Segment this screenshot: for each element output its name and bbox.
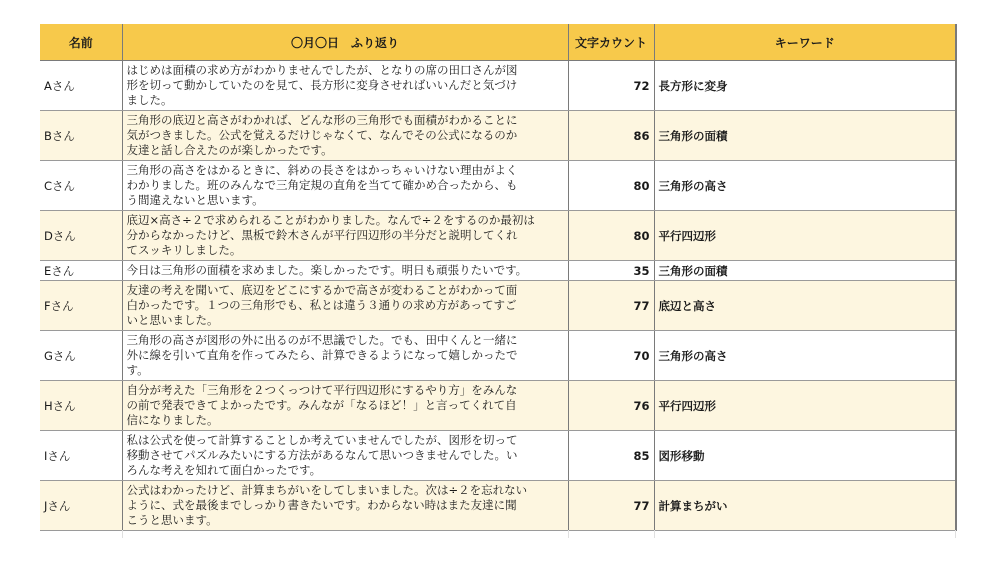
cell-count[interactable]: 86 <box>568 111 654 161</box>
cell-reflection[interactable] <box>122 331 568 381</box>
reflection-line: 白かったです。１つの三角形でも、私とは違う３通りの求め方があってすご <box>126 298 517 312</box>
reflection-line: 三角形の底辺と高さがわかれば、どんな形の三角形でも面積がわかることに <box>126 113 518 127</box>
cell-count[interactable]: 76 <box>568 381 654 431</box>
cell-count[interactable]: 80 <box>568 211 654 261</box>
table-row <box>40 331 956 381</box>
cell-keyword[interactable]: 計算まちがい <box>654 481 956 531</box>
cell-keyword[interactable]: 長方形に変身 <box>654 61 956 111</box>
cell-count[interactable]: 72 <box>568 61 654 111</box>
header-keyword[interactable]: キーワード <box>654 24 956 61</box>
table-row <box>40 61 956 111</box>
cell-keyword[interactable]: 三角形の高さ <box>654 331 956 381</box>
cell-name[interactable]: Fさん <box>40 281 122 331</box>
cell-count[interactable]: 70 <box>568 331 654 381</box>
reflection-line: 分からなかったけど、黒板で鈴木さんが平行四辺形の半分だと説明してくれ <box>126 228 518 242</box>
cell-name[interactable]: Gさん <box>40 331 122 381</box>
table-row <box>40 111 956 161</box>
cell-keyword[interactable]: 図形移動 <box>654 431 956 481</box>
table-row <box>40 281 956 331</box>
reflection-line: 友達の考えを聞いて、底辺をどこにするかで高さが変わることがわかって面 <box>126 283 518 297</box>
cell-reflection[interactable] <box>122 381 568 431</box>
cell-reflection[interactable] <box>122 431 568 481</box>
cell-reflection[interactable] <box>122 111 568 161</box>
reflection-line: 友達と話し合えたのが楽しかったです。 <box>126 143 333 157</box>
header-reflection[interactable]: 〇月〇日 ふり返り <box>122 24 568 61</box>
cell-count[interactable]: 35 <box>568 261 654 281</box>
table-row <box>40 431 956 481</box>
table-row <box>40 161 956 211</box>
reflection-line: 自分が考えた「三角形を２つくっつけて平行四辺形にするやり方」をみんな <box>126 383 518 397</box>
table-row <box>40 381 956 431</box>
header-name[interactable]: 名前 <box>40 24 122 61</box>
table-row <box>40 481 956 531</box>
reflection-line: ように、式を最後までしっかり書きたいです。わからない時はまた友達に聞 <box>126 498 517 512</box>
cell-reflection[interactable] <box>122 61 568 111</box>
reflection-line: てスッキリしました。 <box>126 243 242 257</box>
reflection-line: 気がつきました。公式を覚えるだけじゃなくて、なんでその公式になるのか <box>126 128 518 142</box>
reflection-line: わかりました。班のみんなで三角定規の直角を当てて確かめ合ったから、も <box>126 178 518 192</box>
cell-reflection[interactable] <box>122 281 568 331</box>
cell-reflection[interactable] <box>122 211 568 261</box>
table-body <box>40 61 956 531</box>
table-row <box>40 211 956 261</box>
empty-row-gridlines <box>40 530 956 538</box>
cell-keyword[interactable]: 平行四辺形 <box>654 381 956 431</box>
reflection-line: 形を切って動かしていたのを見て、長方形に変身させればいいんだと気づけ <box>126 78 518 92</box>
table-row <box>40 261 956 281</box>
cell-name[interactable]: Aさん <box>40 61 122 111</box>
cell-count[interactable]: 80 <box>568 161 654 211</box>
cell-keyword[interactable]: 三角形の面積 <box>654 111 956 161</box>
cell-reflection[interactable] <box>122 481 568 531</box>
reflection-line: 外に線を引いて直角を作ってみたら、計算できるようになって嬉しかったで <box>126 348 518 362</box>
cell-name[interactable]: Eさん <box>40 261 122 281</box>
cell-name[interactable]: Dさん <box>40 211 122 261</box>
cell-count[interactable]: 77 <box>568 281 654 331</box>
spreadsheet <box>40 24 956 531</box>
cell-keyword[interactable]: 三角形の高さ <box>654 161 956 211</box>
reflection-line: 三角形の高さが図形の外に出るのが不思議でした。でも、田中くんと一緒に <box>126 333 518 347</box>
cell-count[interactable]: 77 <box>568 481 654 531</box>
cell-name[interactable]: Bさん <box>40 111 122 161</box>
reflection-line: 公式はわかったけど、計算まちがいをしてしまいました。次は÷２を忘れない <box>126 483 528 497</box>
cell-name[interactable]: Cさん <box>40 161 122 211</box>
cell-keyword[interactable]: 平行四辺形 <box>654 211 956 261</box>
reflection-line: ました。 <box>126 93 173 107</box>
cell-reflection[interactable] <box>122 261 568 281</box>
reflection-line: す。 <box>126 363 149 377</box>
cell-count[interactable]: 85 <box>568 431 654 481</box>
reflection-line: う間違えないと思います。 <box>126 193 264 207</box>
cell-keyword[interactable]: 底辺と高さ <box>654 281 956 331</box>
reflection-line: の前で発表できてよかったです。みんなが「なるほど！」と言ってくれて自 <box>126 398 517 412</box>
reflection-line: 信になりました。 <box>126 413 219 427</box>
reflection-line: 私は公式を使って計算することしか考えていませんでしたが、図形を切って <box>126 433 518 447</box>
cell-name[interactable]: Jさん <box>40 481 122 531</box>
cell-name[interactable]: Hさん <box>40 381 122 431</box>
header-count[interactable]: 文字カウント <box>568 24 654 61</box>
reflection-line: ろんな考えを知れて面白かったです。 <box>126 463 322 477</box>
reflection-line: 今日は三角形の面積を求めました。楽しかったです。明日も頑張りたいです。 <box>126 263 528 277</box>
reflection-line: こうと思います。 <box>126 513 218 527</box>
reflection-table <box>40 24 957 531</box>
reflection-line: はじめは面積の求め方がわかりませんでしたが、となりの席の田口さんが図 <box>126 63 518 77</box>
reflection-line: 三角形の高さをはかるときに、斜めの長さをはかっちゃいけない理由がよく <box>126 163 518 177</box>
reflection-line: 移動させてパズルみたいにする方法があるなんて思いつきませんでした。い <box>126 448 518 462</box>
cell-reflection[interactable] <box>122 161 568 211</box>
header-row <box>40 24 956 61</box>
reflection-line: 底辺×高さ÷２で求められることがわかりました。なんで÷２をするのか最初は <box>126 213 535 227</box>
cell-name[interactable]: Iさん <box>40 431 122 481</box>
cell-keyword[interactable]: 三角形の面積 <box>654 261 956 281</box>
reflection-line: いと思いました。 <box>126 313 219 327</box>
